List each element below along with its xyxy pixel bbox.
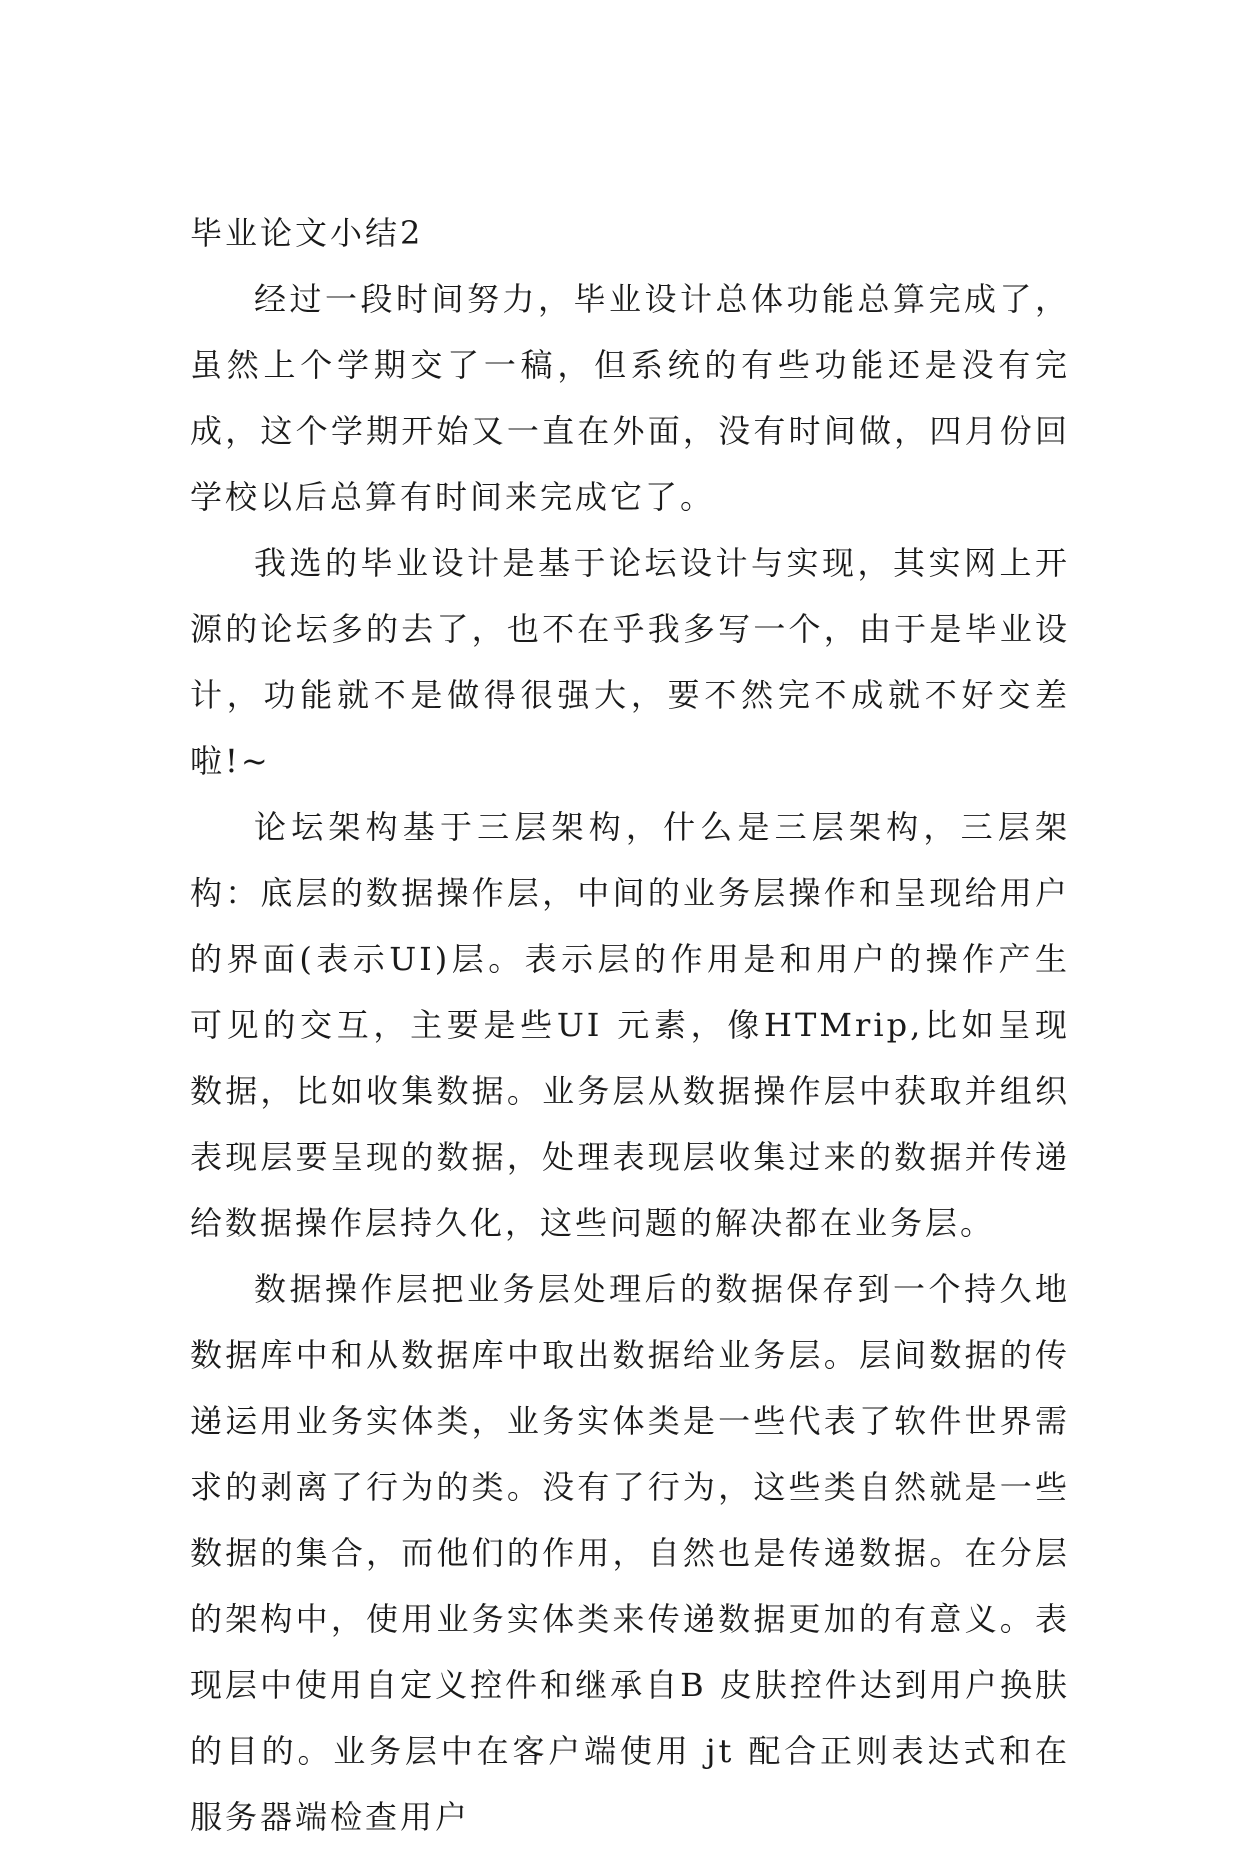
paragraph-4: 数据操作层把业务层处理后的数据保存到一个持久地数据库中和从数据库中取出数据给业务层。层间数据的传递运用业务实体类，业务实体类是一些代表了软件世界需求的剥离了行为的类。没有了行为，这些类自然就是一些数据的集合，而他们的作用，自然也是传递数据。在分层的架构中，使用业务实体类来传递数据更加的有意义。表现层中使用自定义控件和继承自B 皮肤控件达到用户换肤的目的。业务层中在客户端使用 jt 配合正则表达式和在服务器端检查用户	[190, 1270, 1070, 1836]
paragraph-2: 我选的毕业设计是基于论坛设计与实现，其实网上开源的论坛多的去了，也不在乎我多写一个，由于是毕业设计，功能就不是做得很强大，要不然完不成就不好交差啦!~	[190, 544, 1070, 780]
paragraph-3: 论坛架构基于三层架构，什么是三层架构，三层架构：底层的数据操作层，中间的业务层操作和呈现给用户的界面(表示UI)层。表示层的作用是和用户的操作产生可见的交互，主要是些UI 元素，像HTMrip,比如呈现数据，比如收集数据。业务层从数据操作层中获取并组织表现层要呈现的数据，处理表现层收集过来的数据并传递给数据操作层持久化，这些问题的解决都在业务层。	[190, 808, 1070, 1242]
paragraph-1: 经过一段时间努力，毕业设计总体功能总算完成了，虽然上个学期交了一稿，但系统的有些功能还是没有完成，这个学期开始又一直在外面，没有时间做，四月份回学校以后总算有时间来完成它了。	[190, 280, 1070, 516]
document-title: 毕业论文小结2	[190, 214, 424, 252]
document-body	[190, 200, 1070, 1850]
